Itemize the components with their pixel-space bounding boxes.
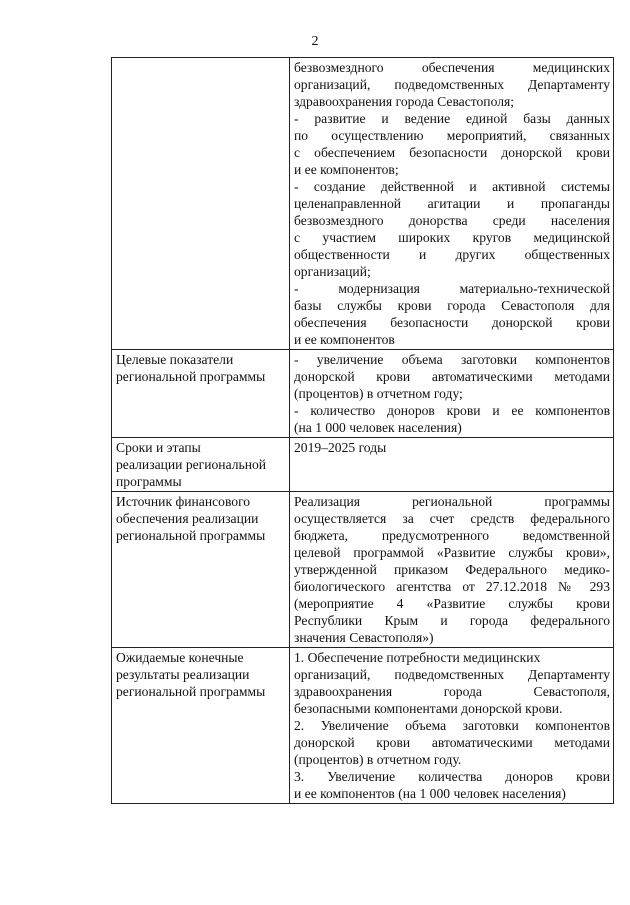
- row-label-cell: [112, 648, 290, 804]
- content-line: биологического агентства от 27.12.2018 № 293: [294, 579, 610, 594]
- content-line: донорской крови автоматическими методами: [294, 369, 610, 384]
- content-line: (мероприятие 4 «Развитие службы крови: [294, 596, 610, 611]
- content-line: 2. Увеличение объема заготовки компонентов: [294, 718, 610, 733]
- row-label-line: региональной программы: [116, 528, 266, 543]
- row-label-line: Сроки и этапы: [116, 440, 201, 455]
- content-line: организаций, подведомственных Департаменту: [294, 667, 610, 682]
- row-label-cell: [112, 492, 290, 648]
- content-line: безвозмездного обеспечения медицинских: [294, 60, 610, 75]
- content-line: безопасными компонентами донорской крови.: [294, 701, 563, 716]
- content-line: общественности и других общественных: [294, 247, 610, 262]
- content-line: (процентов) в отчетном году;: [294, 386, 463, 401]
- content-line: базы службы крови города Севастополя для: [294, 298, 610, 313]
- row-label-line: программы: [116, 474, 182, 489]
- table-row-activities-continued: [112, 58, 614, 350]
- content-line: - развитие и ведение единой базы данных: [294, 111, 610, 126]
- row-label-line: Источник финансового: [116, 494, 251, 509]
- row-label-line: реализации региональной: [116, 457, 267, 472]
- row-content-cell: [290, 438, 614, 492]
- row-label-line: региональной программы: [116, 684, 266, 699]
- content-line: Реализация региональной программы: [294, 494, 610, 509]
- page-number: 2: [311, 34, 319, 49]
- content-line: с обеспечением безопасности донорской крови: [294, 145, 610, 160]
- content-line: донорской крови автоматическими методами: [294, 735, 610, 750]
- row-label-line: обеспечения реализации: [116, 511, 259, 526]
- content-line: и ее компонентов: [294, 332, 395, 347]
- row-label-line: результаты реализации: [116, 667, 250, 682]
- content-line: здравоохранения города Севастополя;: [294, 94, 515, 109]
- content-line: - количество доноров крови и ее компонентов: [294, 403, 610, 418]
- content-line: здравоохранения города Севастополя,: [294, 684, 610, 699]
- content-line: 2019–2025 годы: [294, 440, 387, 455]
- content-line: (на 1 000 человек населения): [294, 420, 462, 435]
- content-line: значения Севастополя»): [294, 630, 434, 645]
- content-line: и ее компонентов (на 1 000 человек населения): [294, 786, 566, 801]
- content-line: обеспечения безопасности донорской крови: [294, 315, 610, 330]
- content-line: и ее компонентов;: [294, 162, 399, 177]
- row-content-cell: [290, 492, 614, 648]
- row-content-cell: [290, 648, 614, 804]
- content-line: (процентов) в отчетном году.: [294, 752, 462, 767]
- content-line: организаций, подведомственных Департаменту: [294, 77, 610, 92]
- content-line: организаций;: [294, 264, 371, 279]
- content-line: бюджета, предусмотренного ведомственной: [294, 528, 610, 543]
- content-line: по осуществлению мероприятий, связанных: [294, 128, 610, 143]
- table-row-expected-results: [112, 648, 614, 804]
- row-label-line: региональной программы: [116, 369, 266, 384]
- table-row-target-indicators: [112, 350, 614, 438]
- content-line: утвержденной приказом Федерального медико-: [294, 562, 610, 577]
- row-label-cell: [112, 58, 290, 350]
- content-line: Республики Крым и города федерального: [294, 613, 610, 628]
- row-label-line: Ожидаемые конечные: [116, 650, 244, 665]
- content-line: безвозмездного донорства среди населения: [294, 213, 610, 228]
- table-row-funding-source: [112, 492, 614, 648]
- content-line: целенаправленной агитации и пропаганды: [294, 196, 610, 211]
- content-line: целевой программой «Развитие службы крови»,: [294, 545, 610, 560]
- content-line: осуществляется за счет средств федерального: [294, 511, 610, 526]
- content-line: с участием широких кругов медицинской: [294, 230, 610, 245]
- program-passport-table: [111, 57, 614, 804]
- row-content-cell: [290, 58, 614, 350]
- table-body: [112, 58, 614, 804]
- row-label-cell: [112, 438, 290, 492]
- content-line: - создание действенной и активной системы: [294, 179, 610, 194]
- row-content-cell: [290, 350, 614, 438]
- content-line: - модернизация материально-технической: [294, 281, 610, 296]
- content-line: - увеличение объема заготовки компонентов: [294, 352, 610, 367]
- table-row-timeline: [112, 438, 614, 492]
- row-label-cell: [112, 350, 290, 438]
- content-line: 3. Увеличение количества доноров крови: [294, 769, 610, 784]
- row-label-line: Целевые показатели: [116, 352, 234, 367]
- content-line: 1. Обеспечение потребности медицинских: [294, 650, 541, 665]
